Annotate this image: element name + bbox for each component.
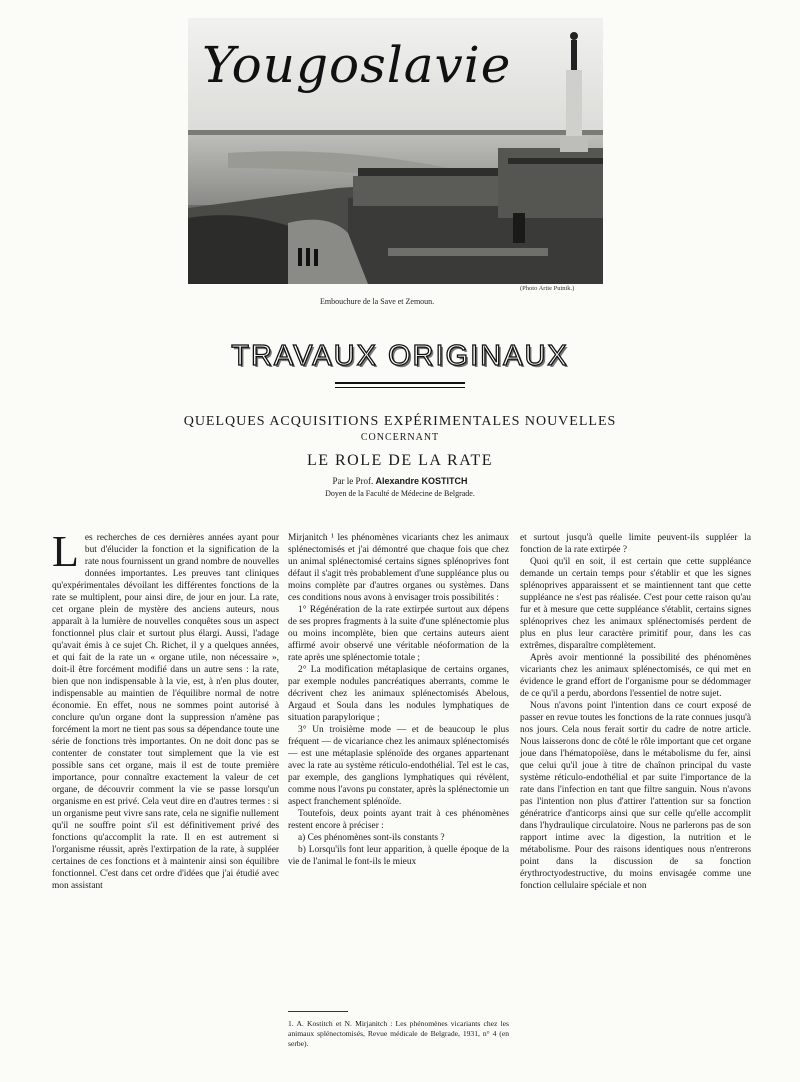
footnote-separator [288,1011,348,1012]
paragraph: 2° La modification métaplasique de certains organes, par exemple nodules pancréatiques aberrants, comme le décrivent chez les animaux splénectomisés Abelous, Argaud et Soula dans les nodules lymphatiques de situation parapylorique ; [288,665,509,723]
photo-caption: Embouchure de la Save et Zemoun. [320,297,435,306]
photo-title: Yougoslavie [202,36,512,94]
paragraph: Toutefois, deux points ayant trait à ces phénomènes restent encore à préciser : [288,809,509,831]
article-title-line3: LE ROLE DE LA RATE [306,452,494,469]
author-affiliation: Doyen de la Faculté de Médecine de Belgrade. [325,489,475,498]
paragraph: Nous n'avons point l'intention dans ce court exposé de passer en revue toutes les fonctions de la rate connues jusqu'à nos jours. Cela nous ferait sortir du cadre de notre article. Nous laisserons donc de côté le rôle important que cet organe joue dans l'hématopoïèse, dans le métabolisme du fer, ainsi que celui qu'il joue à titre de chaînon principal du vaste système réticulo-endothélial et par suite l'importance de la rate dans l'infection en tant que filtre sanguin. Nous n'avons pas l'intention non plus d'attirer l'attention sur sa fonction génératrice d'anticorps ainsi que sur celle qu'elle accomplit dans l'hydraulique circulatoire. Nous ne parlerons pas de son rapport intime avec la digestion, la nutrition et le métabolisme. Pour des raisons identiques nous n'entrerons point dans la discussion de sa fonction érythroctyodestructive, du moins envisagée comme une fonction cellulaire spéciale et non [520,701,751,891]
article-title-line1: QUELQUES ACQUISITIONS EXPÉRIMENTALES NOUVELLES [183,414,617,429]
paragraph: Après avoir mentionné la possibilité des phénomènes vicariants chez les animaux splénectomisés, ce qui met en évidence le grand effort de l'organisme pour se dédommager de ce qu'il a perdu, abordons l'essentiel de notre sujet. [520,653,751,699]
paragraph: 3° Un troisième mode — et de beaucoup le plus fréquent — de vicariance chez les animaux splénectomisés — est une métaplasie splénoïde des organes appartenant avec la rate au système réticulo-endothélial. Tel est le cas, par exemple, des ganglions lymphatiques qui révèlent, comme nous l'avons pu constater, après la splénectomie un aspect franchement splénoïde. [288,725,509,807]
title-rule-thin [335,387,465,388]
text-column-1 [52,527,279,892]
drop-cap: L [52,527,79,576]
section-title: TRAVAUX ORIGINAUX [231,340,569,372]
text-column-3 [520,532,751,892]
author-name: Alexandre KOSTITCH [375,476,468,486]
byline-prefix: Par le Prof. [332,476,374,486]
text-column-2 [288,532,509,868]
photo-credit: (Photo Artie Putnik.) [520,285,575,292]
footnote: 1. A. Kostitch et N. Mirjanitch : Les phénomènes vicariants chez les animaux splénectomisés, Revue médicale de Belgrade, 1931, n° 4 (en serbe). [288,1019,509,1048]
article-title-line2: CONCERNANT [360,432,440,443]
header-photo [188,18,603,284]
byline [0,476,800,486]
paragraph: a) Ces phénomènes sont-ils constants ? [298,833,445,843]
paragraph: es recherches de ces dernières années ayant pour but d'élucider la fonction et la signification de la rate nous fournissent un grand nombre de nouvelles données importantes. Les preuves tant cliniques qu'expérimentales dévoilant les différentes fonctions de la rate se multiplent, pour ainsi dire, de jour en jour. La rate, cet organe plein de mystère des anciens auteurs, nous apparaît à la lumière de nouvelles conquêtes sous un aspect fonctionnel plus clair et surtout plus élargi. Aussi, l'adage qu'avait émis à ce sujet Ch. Richet, il y a quelques années, et qui fait de la rate un « organe utile, non nécessaire », doit-il être forcément modifié dans un autre sens : la rate, bien que non indispensable à la vie, est, à n'en plus douter, indispensable au maintien de l'équilibre normal de notre économie. En effet, nous ne sommes point autorisé à conclure qu'un organe dont la suppression n'amène pas forcément la mort ne tient pas sous sa dépendance toute une série de fonctions très importantes. On ne doit donc pas se contenter de constater tout simplement que la vie est possible sans cet organe, mais il est de toute première importance, pour connaître exactement la valeur de cet organe, de découvrir comment la vie se passe lorsqu'un organisme en est privé. Cela veut dire en d'autres termes : si un organisme peut vivre sans rate, cela ne signifie nullement qu'il ne souffre point s'il est définitivement privé des fonctions qu'accomplit la rate. Il en est autrement si l'organisme réussit, après l'extirpation de la rate, à suppléer certaines de ces fonctions et à maintenir ainsi son équilibre fonctionnel. C'est dans cet ordre d'idées que j'ai étudié avec mon assistant [52,533,279,891]
paragraph: Mirjanitch ¹ les phénomènes vicariants chez les animaux splénectomisés et j'ai démontré que chaque fois que chez un animal splénectomisé certains signes splénoprives font défaut il s'agit très probablement d'une suppléance plus ou moins complète par d'autres organes ou systèmes. Dans ces conditions nous avons à envisager trois possibilités : [288,533,509,603]
paragraph: b) Lorsqu'ils font leur apparition, à quelle époque de la vie de l'animal le font-ils le mieux [288,845,509,867]
paragraph: Quoi qu'il en soit, il est certain que cette suppléance demande un certain temps pour s'établir et que les signes splénoprives apparaissent et se maintiennent tant que cette suppléance ne s'est pas réalisée. C'est pour cette raison qu'au fur et à mesure que cette suppléance s'établit, certains signes splénoprives chez les animaux splénectomisés perdent de plus en plus leur caractère primitif pour, dans les cas extrêmes, disparaître complètement. [520,557,751,651]
paragraph: 1° Régénération de la rate extirpée surtout aux dépens de ses propres fragments à la suite d'une splénectomie plus ou moins incomplète, bien que certains auteurs aient affirmé avoir observé une véritable néoformation de la rate après une splénectomie totale ; [288,605,509,663]
paragraph: et surtout jusqu'à quelle limite peuvent-ils suppléer la fonction de la rate extirpée ? [520,533,751,555]
title-rule [335,382,465,384]
